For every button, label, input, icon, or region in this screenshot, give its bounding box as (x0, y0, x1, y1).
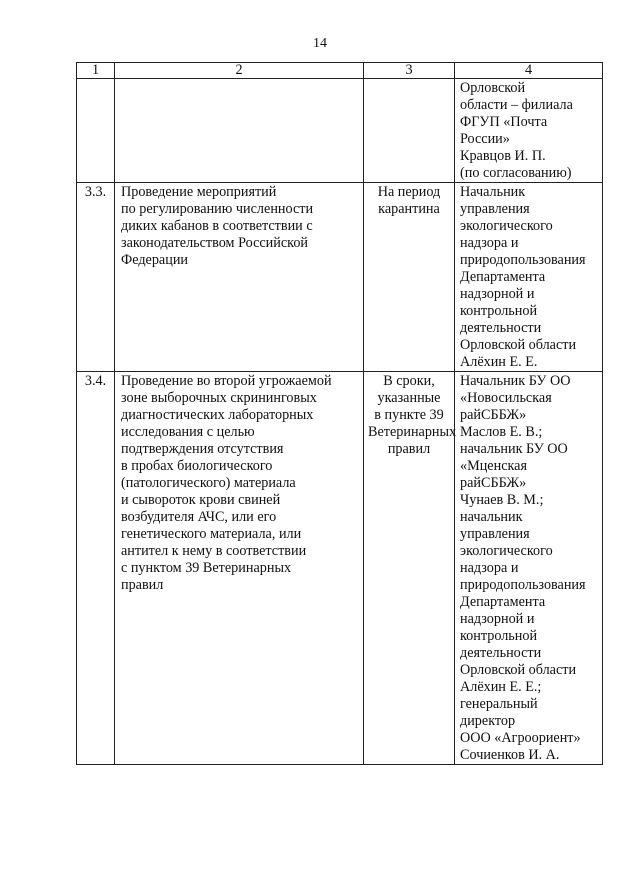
description-line: с пунктом 39 Ветеринарных (121, 560, 292, 576)
responsible-line: Департамента (460, 594, 546, 610)
responsible-line: природопользования (460, 252, 586, 268)
description-line: и сывороток крови свиней (121, 492, 281, 508)
responsible-line: Маслов Е. В.; (460, 424, 543, 440)
responsible-line: Департамента (460, 269, 546, 285)
description-line: диких кабанов в соответствии с (121, 218, 313, 234)
responsible-persons (455, 183, 603, 372)
responsible-line: райСББЖ» (460, 475, 527, 491)
description-line: генетического материала, или (121, 526, 302, 542)
responsible-persons (455, 372, 603, 765)
responsible-line: Чунаев В. М.; (460, 492, 544, 508)
header-cell-1: 1 (77, 63, 115, 79)
description-line: подтверждения отсутствия (121, 441, 284, 457)
responsible-line: Орловской области (460, 337, 577, 353)
responsible-line: Орловской (460, 80, 526, 96)
responsible-line: области – филиала (460, 97, 573, 113)
responsible-line: (по согласованию) (460, 165, 572, 181)
measure-term (364, 79, 455, 183)
responsible-line: деятельности (460, 645, 542, 661)
responsible-line: начальник (460, 509, 523, 525)
term-line: карантина (378, 201, 440, 217)
responsible-line: контрольной (460, 303, 538, 319)
row-number (77, 372, 115, 765)
responsible-line: райСББЖ» (460, 407, 527, 423)
term-line: Ветеринарных (368, 424, 457, 440)
responsible-line: Орловской области (460, 662, 577, 678)
description-line: антител к нему в соответствии (121, 543, 307, 559)
description-line: Проведение во второй угрожаемой (121, 373, 332, 389)
description-line: (патологического) материала (121, 475, 296, 491)
responsible-line: Начальник БУ ОО (460, 373, 571, 389)
responsible-line: экологического (460, 543, 553, 559)
page-number: 14 (313, 36, 327, 51)
description-line: правил (121, 577, 164, 593)
responsible-line: «Новосильская (460, 390, 552, 406)
responsible-line: Алёхин Е. Е. (460, 354, 538, 370)
description-line: возбудителя АЧС, или его (121, 509, 277, 525)
row-number-label: 3.4. (84, 373, 107, 389)
responsible-line: России» (460, 131, 510, 147)
row-number-label: 3.3. (84, 184, 107, 200)
measure-description (115, 79, 364, 183)
measure-term (364, 372, 455, 765)
responsible-line: директор (460, 713, 516, 729)
term-line: В сроки, (383, 373, 435, 389)
header-cell-4: 4 (455, 63, 603, 79)
responsible-line: управления (460, 201, 530, 217)
responsible-line: Сочиенков И. А. (460, 747, 560, 763)
term-line: в пункте 39 (374, 407, 444, 423)
description-line: зоне выборочных скрининговых (121, 390, 317, 406)
responsible-line: «Мценская (460, 458, 527, 474)
responsible-line: надзора и (460, 235, 519, 251)
responsible-line: надзорной и (460, 286, 535, 302)
responsible-line: ФГУП «Почта (460, 114, 548, 130)
responsible-line: надзорной и (460, 611, 535, 627)
description-line: в пробах биологического (121, 458, 273, 474)
responsible-line: Кравцов И. П. (460, 148, 546, 164)
measures-table (76, 62, 603, 765)
description-line: по регулированию численности (121, 201, 314, 217)
term-line: указанные (377, 390, 441, 406)
responsible-line: Алёхин Е. Е.; (460, 679, 542, 695)
row-number (77, 79, 115, 183)
measure-term (364, 183, 455, 372)
term-line: правил (387, 441, 431, 457)
table-row (77, 79, 603, 183)
responsible-line: надзора и (460, 560, 519, 576)
table-row (77, 372, 603, 765)
row-number (77, 183, 115, 372)
measure-description (115, 183, 364, 372)
description-line: исследования с целью (121, 424, 255, 440)
header-row (77, 63, 603, 79)
measure-description (115, 372, 364, 765)
responsible-line: генеральный (460, 696, 538, 712)
responsible-line: начальник БУ ОО (460, 441, 568, 457)
responsible-line: Начальник (460, 184, 526, 200)
header-cell-3: 3 (364, 63, 455, 79)
header-cell-2: 2 (115, 63, 364, 79)
description-line: Федерации (121, 252, 189, 268)
responsible-line: управления (460, 526, 530, 542)
responsible-persons (455, 79, 603, 183)
responsible-line: ООО «Агроориент» (460, 730, 581, 746)
term-line: На период (377, 184, 441, 200)
responsible-line: деятельности (460, 320, 542, 336)
description-line: диагностических лабораторных (121, 407, 314, 423)
description-line: законодательством Российской (121, 235, 309, 251)
responsible-line: природопользования (460, 577, 586, 593)
table-row (77, 183, 603, 372)
responsible-line: контрольной (460, 628, 538, 644)
responsible-line: экологического (460, 218, 553, 234)
description-line: Проведение мероприятий (121, 184, 277, 200)
